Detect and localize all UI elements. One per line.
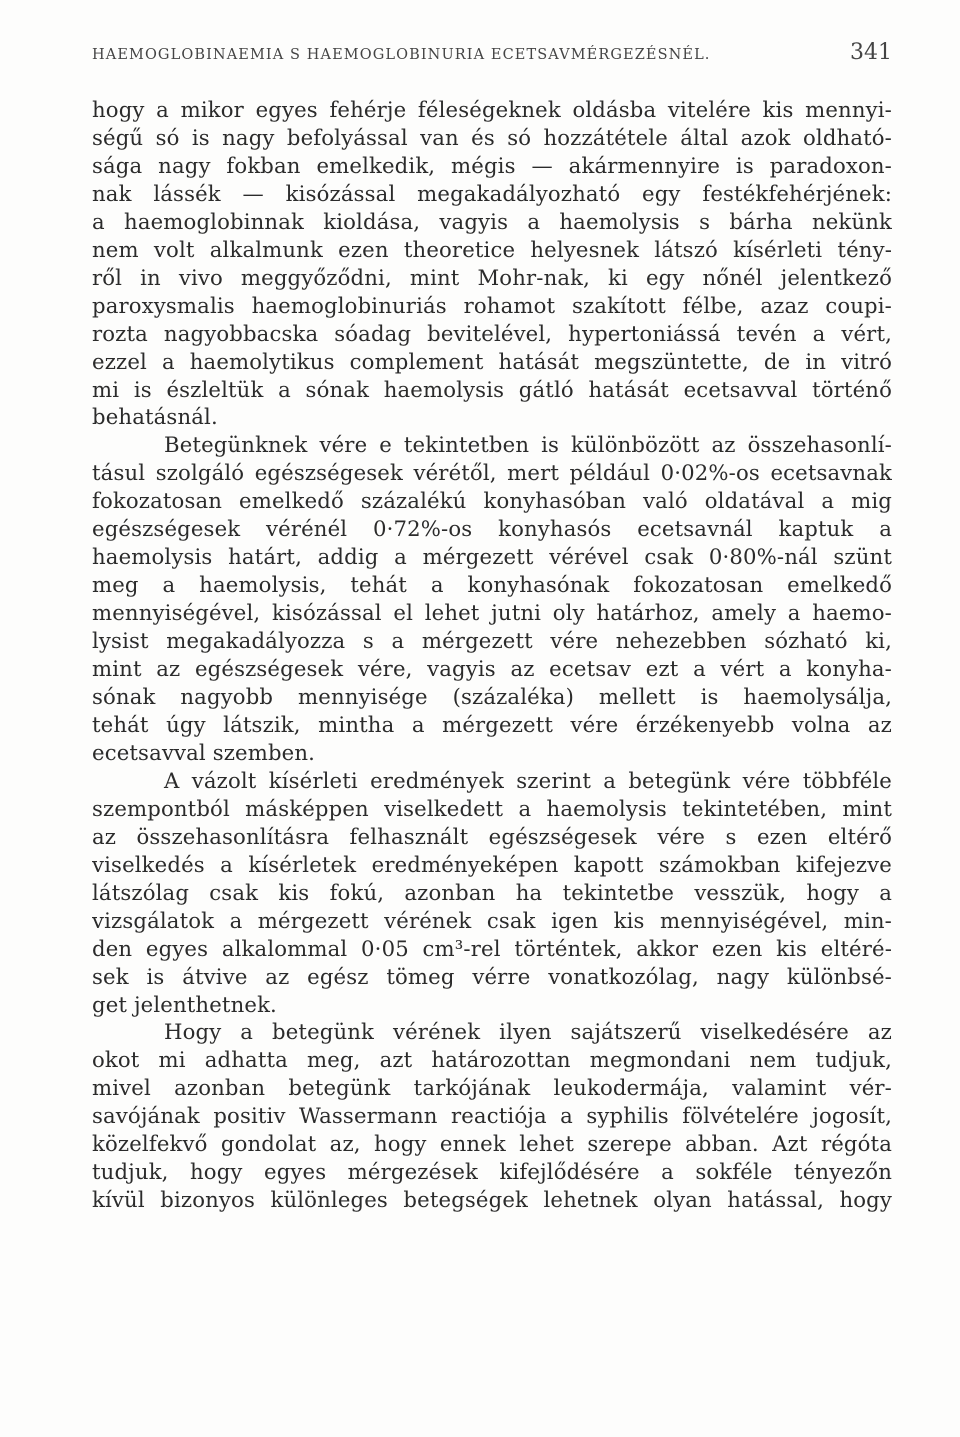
text-line: látszólag csak kis fokú, azonban ha tekintetbe vesszük, hogy a [92, 879, 892, 905]
text-line: a haemoglobinnak kioldása, vagyis a haemolysis s bárha nekünk [92, 208, 892, 234]
running-head [92, 40, 892, 76]
text-line: sónak nagyobb mennyisége (százaléka) mellett is haemolysálja, [92, 684, 892, 710]
text-line: haemolysis határt, addig a mérgezett vérével csak 0·80%-nál szünt [92, 544, 892, 570]
text-line: mi is észleltük a sónak haemolysis gátló hatását ecetsavval történő [92, 376, 892, 402]
text-line: behatásnál. [92, 404, 218, 430]
text-line: savójának positiv Wassermann reactiója a syphilis fölvételére jogosít, [92, 1103, 892, 1129]
text-line: kívül bizonyos különleges betegségek lehetnek olyan hatással, hogy [92, 1187, 892, 1213]
text-line: tudjuk, hogy egyes mérgezések kifejlődésére a sokféle tényezőn [92, 1159, 892, 1185]
text-line: sek is átvive az egész tömeg vérre vonatkozólag, nagy különbsé- [92, 963, 892, 989]
text-line: mivel azonban betegünk tarkójának leukodermája, valamint vér- [92, 1075, 892, 1101]
running-title: HAEMOGLOBINAEMIA S HAEMOGLOBINURIA ECETSAVMÉRGEZÉSNÉL. [92, 47, 711, 63]
paragraph-1 [92, 96, 892, 431]
text-line: Hogy a betegünk vérének ilyen sajátszerű viselkedésére az [164, 1019, 892, 1045]
text-line: meg a haemolysis, tehát a konyhasónak fokozatosan emelkedő [92, 572, 892, 598]
text-line: ről in vivo meggyőződni, mint Mohr-nak, ki egy nőnél jelentkező [92, 264, 892, 290]
text-line: mennyiségével, kisózással el lehet jutni oly határhoz, amely a haemo- [92, 600, 892, 626]
paragraph-2 [92, 431, 892, 766]
text-line: okot mi adhatta meg, azt határozottan megmondani nem tudjuk, [92, 1047, 892, 1073]
text-line: viselkedés a kísérletek eredményeképen kapott számokban kifejezve [92, 851, 892, 877]
text-line: egészségesek vérénél 0·72%-os konyhasós ecetsavnál kaptuk a [92, 516, 892, 542]
text-line: hogy a mikor egyes fehérje féleségeknek oldásba vitelére kis mennyi- [92, 97, 892, 122]
text-line: Betegünknek vére e tekintetben is különbözött az összehasonlí- [164, 432, 892, 458]
text-line: közelfekvő gondolat az, hogy ennek lehet szerepe abban. Azt régóta [92, 1131, 892, 1157]
text-line: nem volt alkalmunk ezen theoretice helyesnek látszó kísérleti tény- [92, 236, 892, 262]
text-line: den egyes alkalommal 0·05 cm³-rel történtek, akkor ezen kis eltéré- [92, 935, 892, 961]
text-line: tásul szolgáló egészségesek vérétől, mert például 0·02%-os ecetsavnak [92, 460, 892, 486]
text-line: A vázolt kísérleti eredmények szerint a betegünk vére többféle [164, 767, 892, 793]
text-line: lysist megakadályozza s a mérgezett vére nehezebben sózható ki, [92, 628, 892, 654]
page-number: 341 [850, 40, 892, 65]
body-text [92, 96, 892, 1214]
text-line: vizsgálatok a mérgezett vérének csak igen kis mennyiségével, min- [92, 907, 892, 933]
text-line: ezzel a haemolytikus complement hatását megszüntette, de in vitró [92, 348, 892, 374]
text-line: nak lássék — kisózással megakadályozható egy festékfehérjének: [92, 180, 892, 206]
text-line: fokozatosan emelkedő százalékú konyhasóban való oldatával a mig [92, 488, 892, 514]
text-line: paroxysmalis haemoglobinuriás rohamot szakított félbe, azaz coupi- [92, 292, 892, 318]
text-line: szempontból másképpen viselkedett a haemolysis tekintetében, mint [92, 795, 892, 821]
paragraph-4 [92, 1018, 892, 1214]
text-line: mint az egészségesek vére, vagyis az ecetsav ezt a vért a konyha- [92, 656, 892, 682]
text-line: az összehasonlításra felhasznált egészségesek vére s ezen eltérő [92, 823, 892, 849]
paragraph-3 [92, 767, 892, 1019]
text-line: ecetsavval szemben. [92, 739, 316, 765]
text-line: sága nagy fokban emelkedik, mégis — akármennyire is paradoxon- [92, 152, 892, 178]
text-line: get jelenthetnek. [92, 991, 277, 1017]
text-line: tehát úgy látszik, mintha a mérgezett vére érzékenyebb volna az [92, 711, 892, 737]
text-line: rozta nagyobbacska sóadag bevitelével, hypertoniássá tevén a vért, [92, 320, 892, 346]
text-line: ségű só is nagy befolyással van és só hozzátétele által azok oldható- [92, 124, 892, 150]
